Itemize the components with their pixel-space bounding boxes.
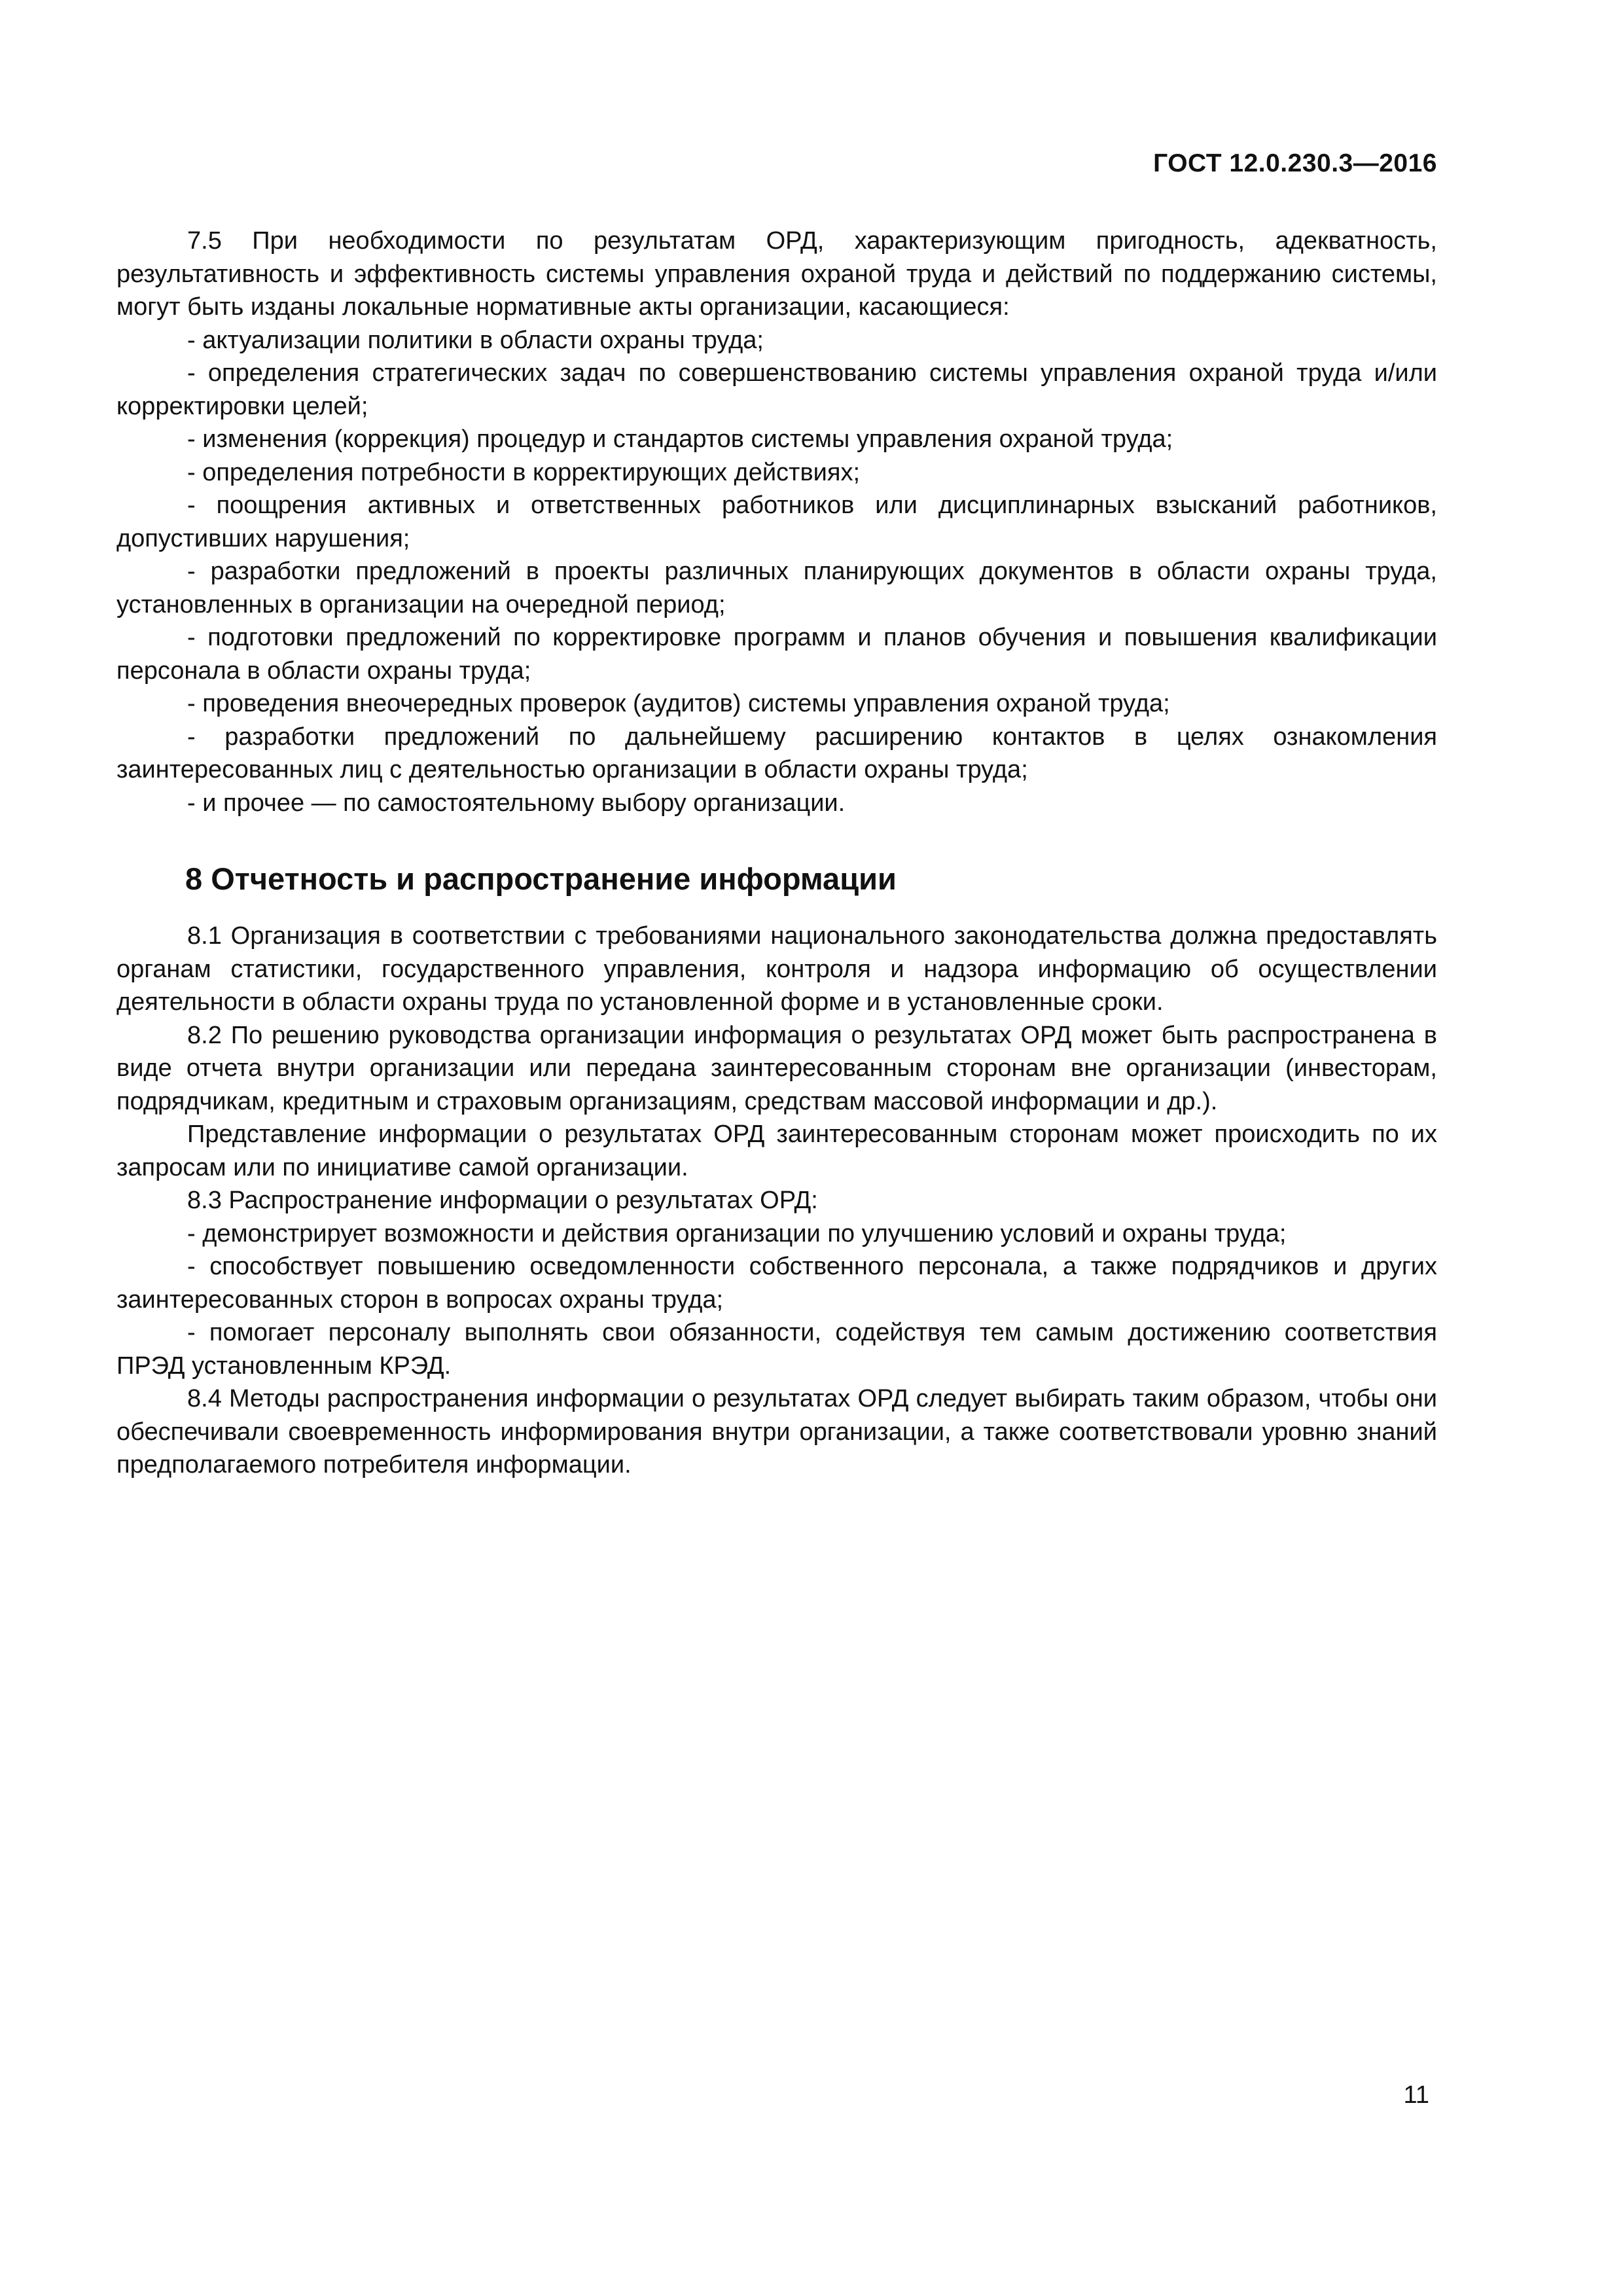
list-item: - проведения внеочередных проверок (аудитов) системы управления охраной труда; bbox=[187, 690, 1170, 717]
paragraph-8-1: 8.1 Организация в соответствии с требованиями национального законодательства должна предоставлять органам статистики, государственного управления, контроля и надзора информацию об осуществлении деятельности в области охраны труда по установленной форме и в установленные сроки. bbox=[116, 922, 1437, 1016]
standard-code: ГОСТ 12.0.230.3—2016 bbox=[1153, 149, 1437, 177]
paragraph-8-3: 8.3 Распространение информации о результатах ОРД: bbox=[187, 1187, 818, 1214]
section-8-heading: 8 Отчетность и распространение информации bbox=[185, 861, 897, 896]
list-item: - помогает персоналу выполнять свои обязанности, содействуя тем самым достижению соответствия ПРЭД установленным КРЭД. bbox=[116, 1319, 1437, 1380]
list-item: - определения потребности в корректирующих действиях; bbox=[187, 458, 861, 486]
list-item: - демонстрирует возможности и действия организации по улучшению условий и охраны труда; bbox=[187, 1219, 1287, 1247]
list-item: - разработки предложений по дальнейшему расширению контактов в целях ознакомления заинтересованных лиц с деятельностью организации в области охраны труда; bbox=[116, 723, 1437, 783]
list-item: - актуализации политики в области охраны труда; bbox=[187, 326, 764, 354]
list-item: - и прочее — по самостоятельному выбору организации. bbox=[187, 789, 846, 817]
list-item: - подготовки предложений по корректировке программ и планов обучения и повышения квалификации персонала в области охраны труда; bbox=[116, 624, 1437, 685]
list-item: - поощрения активных и ответственных работников или дисциплинарных взысканий работников, допустивших нарушения; bbox=[116, 492, 1437, 552]
paragraph-8-4: 8.4 Методы распространения информации о результатах ОРД следует выбирать таким образом, чтобы они обеспечивали своевременность информирования внутри организации, а также соответствовали уровню знаний предполагаемого потребителя информации. bbox=[116, 1385, 1437, 1479]
list-item: - способствует повышению осведомленности собственного персонала, а также подрядчиков и других заинтересованных сторон в вопросах охраны труда; bbox=[116, 1253, 1437, 1314]
list-item: - разработки предложений в проекты различных планирующих документов в области охраны труда, установленных в организации на очередной период; bbox=[116, 558, 1437, 619]
page-body bbox=[116, 224, 1437, 1482]
paragraph-8-2: 8.2 По решению руководства организации информация о результатах ОРД может быть распространена в виде отчета внутри организации или передана заинтересованным сторонам вне организации (инвесторам, подрядчикам, кредитным и страховым организациям, средствам массовой информации и др.). bbox=[116, 1021, 1437, 1115]
page-number: 11 bbox=[1403, 2081, 1429, 2109]
paragraph-7-5: 7.5 При необходимости по результатам ОРД, характеризующим пригодность, адекватность, результативность и эффективность системы управления охраной труда и действий по поддержанию системы, могут быть изданы локальные нормативные акты организации, касающиеся: bbox=[116, 227, 1437, 321]
list-item: - изменения (коррекция) процедур и стандартов системы управления охраной труда; bbox=[187, 425, 1173, 453]
list-item: - определения стратегических задач по совершенствованию системы управления охраной труда и/или корректировки целей; bbox=[116, 359, 1437, 420]
paragraph: Представление информации о результатах ОРД заинтересованным сторонам может происходить по их запросам или по инициативе самой организации. bbox=[116, 1121, 1437, 1181]
